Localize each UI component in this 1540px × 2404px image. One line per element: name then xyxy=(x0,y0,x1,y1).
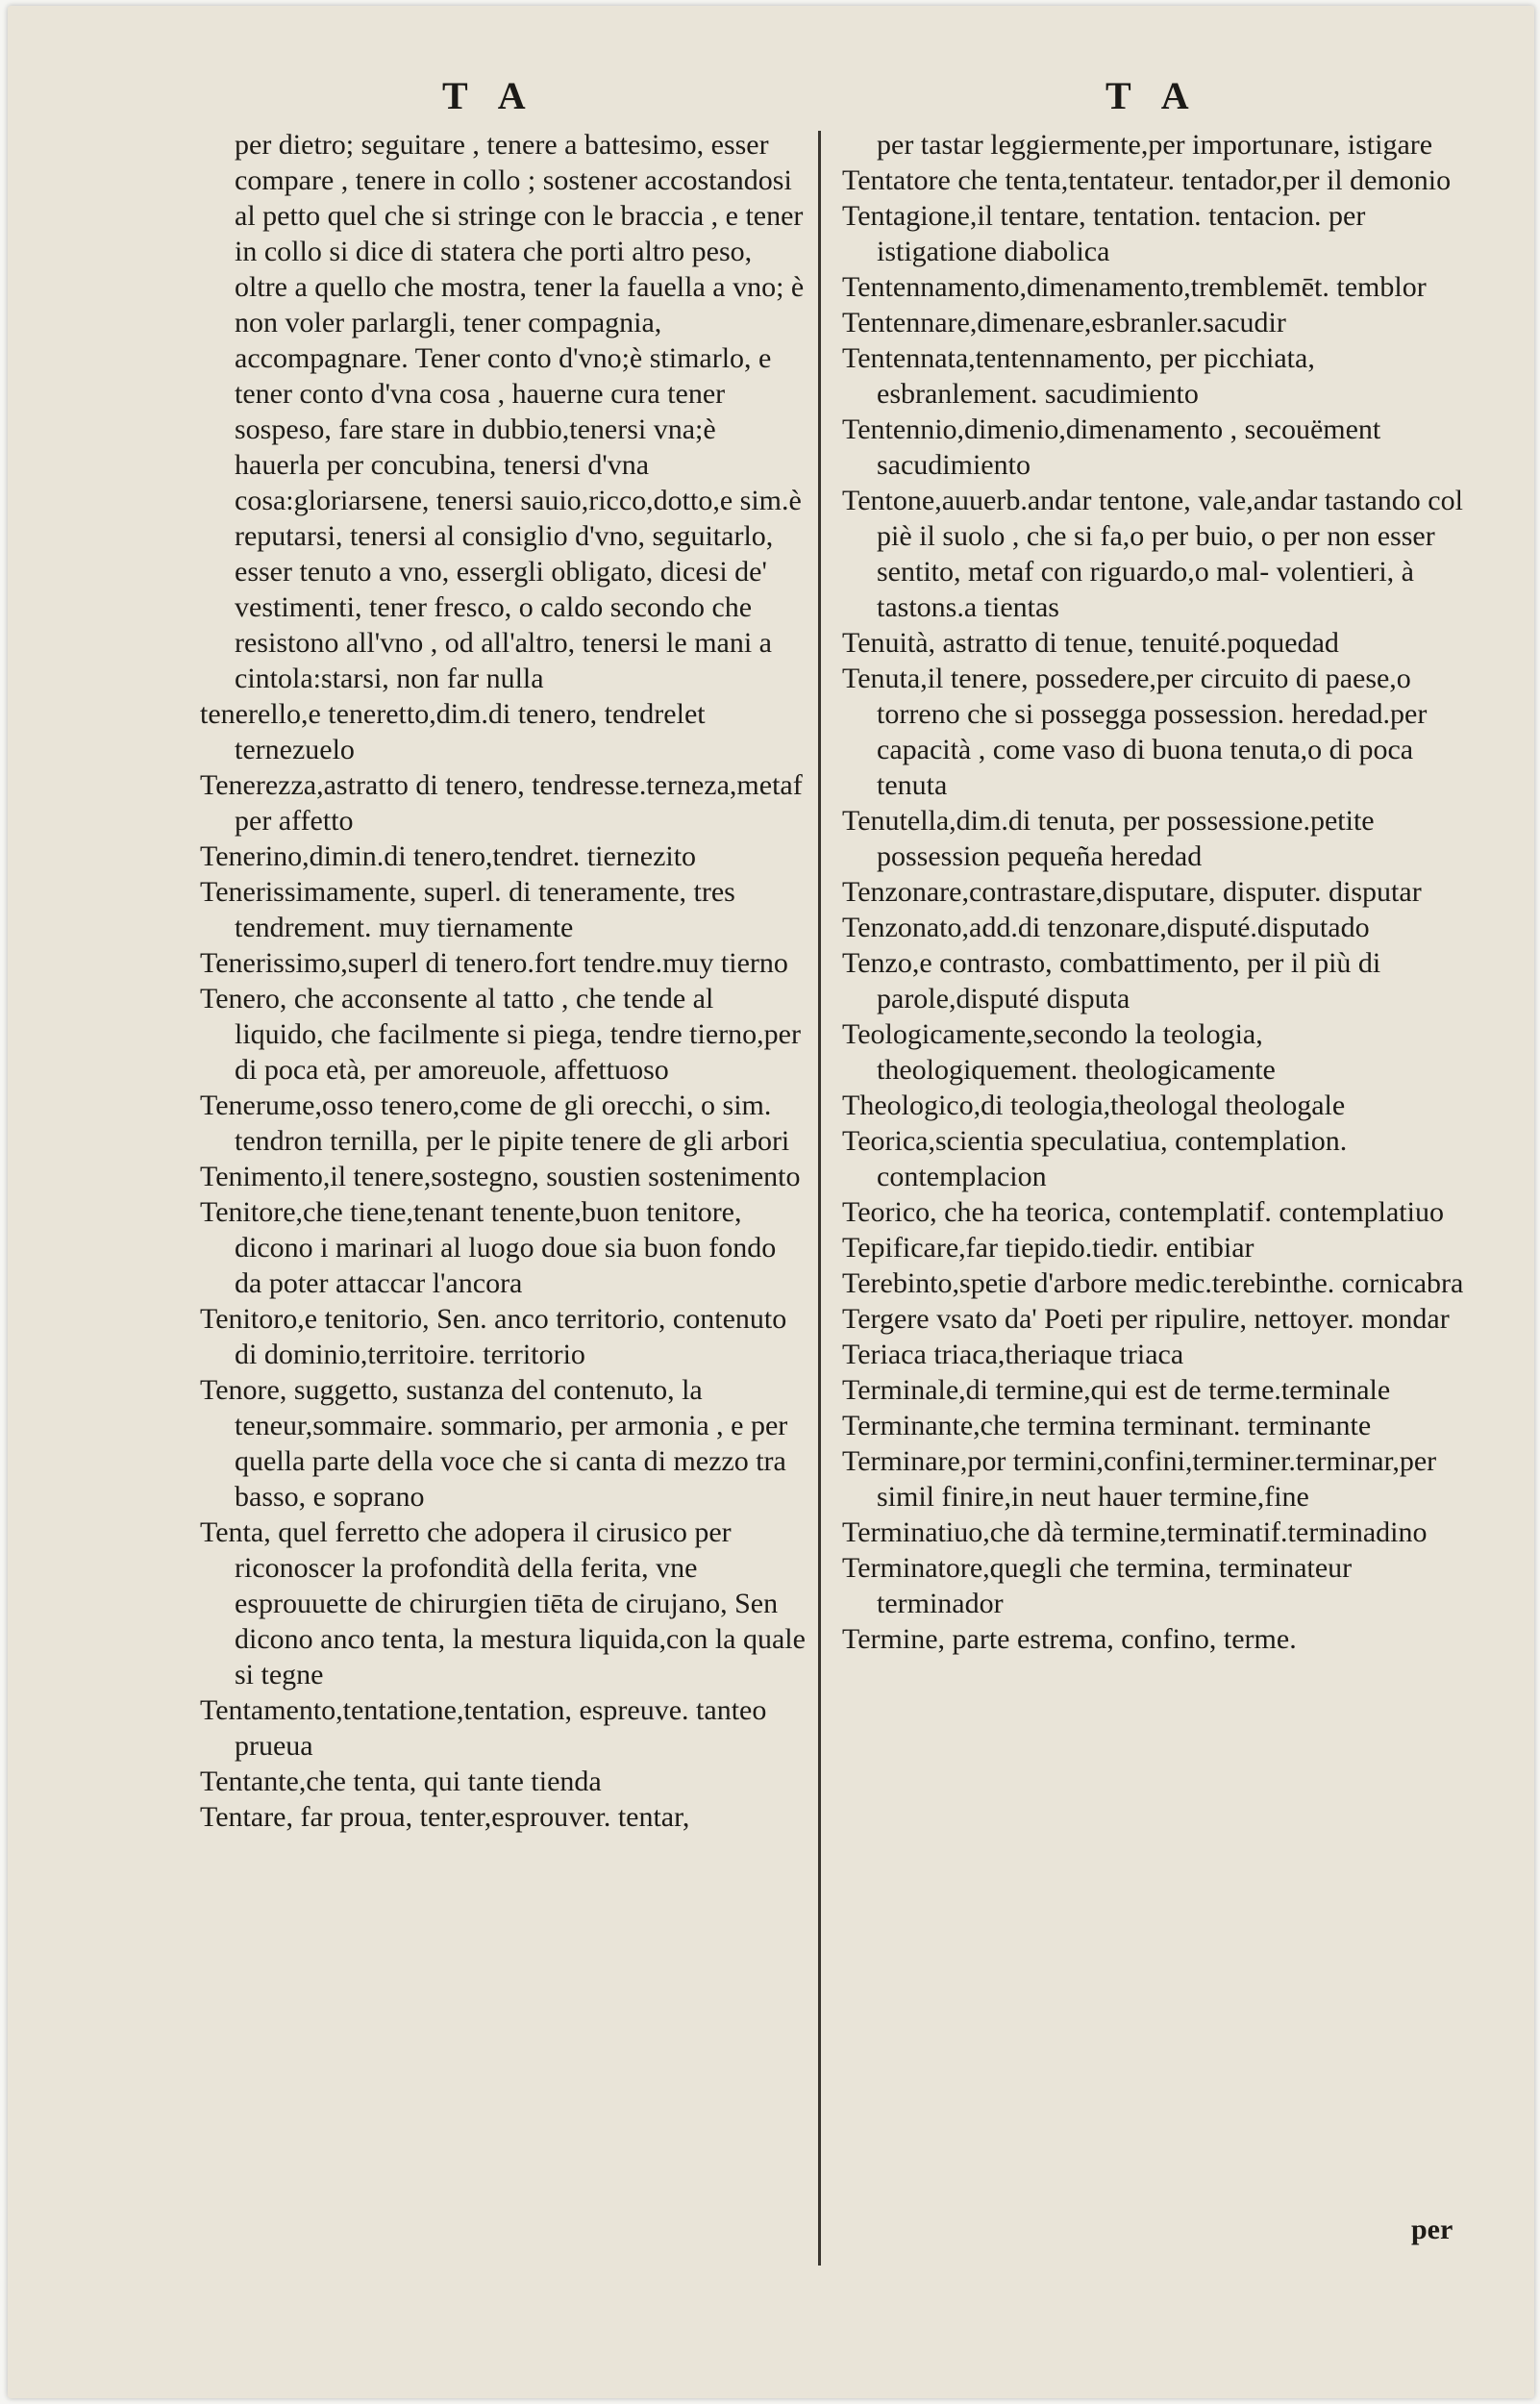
right-column xyxy=(842,127,1467,1657)
dictionary-entry: Terminale,di termine,qui est de terme.terminale xyxy=(842,1374,1391,1406)
running-header-left: T A xyxy=(442,74,537,117)
dictionary-entry: Tentennio,dimenio,dimenamento , secouëment sacudimiento xyxy=(842,413,1381,481)
dictionary-entry: Tentennata,tentennamento, per picchiata, esbranlement. sacudimiento xyxy=(842,342,1315,410)
dictionary-entry: Teorica,scientia speculatiua, contemplation. contemplacion xyxy=(842,1125,1348,1192)
left-column xyxy=(200,127,806,1835)
dictionary-entry: Tergere vsato da' Poeti per ripulire, nettoyer. mondar xyxy=(842,1303,1450,1335)
dictionary-entry: Tepificare,far tiepido.tiedir. entibiar xyxy=(842,1232,1254,1264)
dictionary-entry: Tentennare,dimenare,esbranler.sacudir xyxy=(842,307,1286,338)
dictionary-entry: Teorico, che ha teorica, contemplatif. contemplatiuo xyxy=(842,1196,1444,1228)
dictionary-entry: Tenerissimo,superl di tenero.fort tendre.muy tierno xyxy=(200,947,788,979)
dictionary-entry: Teriaca triaca,theriaque triaca xyxy=(842,1339,1184,1370)
dictionary-entry: Tenitore,che tiene,tenant tenente,buon tenitore, dicono i marinari al luogo doue sia buon fondo da poter attaccar l'ancora xyxy=(200,1196,777,1299)
dictionary-entry: Terminare,por termini,confini,terminer.terminar,per simil finire,in neut hauer termine,fine xyxy=(842,1445,1437,1513)
dictionary-entry: Tentagione,il tentare, tentation. tentacion. per istigatione diabolica xyxy=(842,200,1366,267)
dictionary-entry: Tenimento,il tenere,sostegno, soustien sostenimento xyxy=(200,1161,801,1192)
dictionary-entry: Tentare, far proua, tenter,esprouver. tentar, xyxy=(200,1801,690,1833)
dictionary-entry: Terminatiuo,che dà termine,terminatif.terminadino xyxy=(842,1516,1428,1548)
dictionary-entry: Tenzo,e contrasto, combattimento, per il più di parole,disputé disputa xyxy=(842,947,1381,1014)
column-divider xyxy=(818,131,821,2266)
dictionary-entry: Tentennamento,dimenamento,tremblemēt. temblor xyxy=(842,271,1427,303)
dictionary-entry: Tenerino,dimin.di tenero,tendret. tiernezito xyxy=(200,840,697,872)
dictionary-entry: Tenta, quel ferretto che adopera il cirusico per riconoscer la profondità della ferita, vne esprouuette de chirurgien tiēta de cirujano, Sen dicono anco tenta, la mestura liquida,con la quale si tegne xyxy=(200,1516,806,1690)
catchword: per xyxy=(1411,2214,1453,2245)
dictionary-entry: Theologico,di teologia,theologal theologale xyxy=(842,1089,1346,1121)
dictionary-entry: Tenuta,il tenere, possedere,per circuito di paese,o torreno che si possegga possession. heredad.per capacità , come vaso di buona tenuta,o di poca tenuta xyxy=(842,663,1428,801)
dictionary-entry: Tenuità, astratto di tenue, tenuité.poquedad xyxy=(842,627,1339,659)
dictionary-entry: Tenitoro,e tenitorio, Sen. anco territorio, contenuto di dominio,territoire. territorio xyxy=(200,1303,787,1370)
running-header-right: T A xyxy=(1105,74,1201,117)
dictionary-entry: Tenerume,osso tenero,come de gli orecchi, o sim. tendron ternilla, per le pipite tenere de gli arbori xyxy=(200,1089,790,1157)
dictionary-entry: Tenutella,dim.di tenuta, per possessione.petite possession pequeña heredad xyxy=(842,805,1375,872)
dictionary-entry: Tenero, che acconsente al tatto , che tende al liquido, che facilmente si piega, tendre tierno,per di poca età, per amoreuole, affettuoso xyxy=(200,983,801,1086)
dictionary-entry: Tenzonare,contrastare,disputare, disputer. disputar xyxy=(842,876,1422,908)
dictionary-entry: Tenzonato,add.di tenzonare,disputé.disputado xyxy=(842,912,1370,943)
dictionary-entry: per tastar leggiermente,per importunare, istigare xyxy=(877,129,1433,161)
dictionary-entry: Tenore, suggetto, sustanza del contenuto, la teneur,sommaire. sommario, per armonia , e per quella parte della voce che si canta di mezzo tra basso, e soprano xyxy=(200,1374,788,1513)
dictionary-entry: Termine, parte estrema, confino, terme. xyxy=(842,1623,1297,1655)
dictionary-entry: Tentone,auuerb.andar tentone, vale,andar tastando col piè il suolo , che si fa,o per buio, o per non esser sentito, metaf con riguardo,o mal- volentieri, à tastons.a tientas xyxy=(842,485,1463,623)
dictionary-entry: Tentatore che tenta,tentateur. tentador,per il demonio xyxy=(842,164,1452,196)
dictionary-entry: Tenerezza,astratto di tenero, tendresse.terneza,metaf per affetto xyxy=(200,769,803,837)
dictionary-entry: Terebinto,spetie d'arbore medic.terebinthe. cornicabra xyxy=(842,1267,1464,1299)
dictionary-entry: per dietro; seguitare , tenere a battesimo, esser compare , tenere in collo ; sostener accostandosi al petto quel che si stringe con le braccia , e tener in collo si dice di statera che porti altro peso, oltre a quello che mostra, tener la fauella a vno; è non voler parlargli, tener compagnia, accompagnare. Tener conto d'vno;è stimarlo, e tener conto d'vna cosa , hauerne cura tener sospeso, fare stare in dubbio,tenersi vna;è hauerla per concubina, tenersi d'vna cosa:gloriarsene, tenersi sauio,ricco,dotto,e sim.è reputarsi, tenersi al consiglio d'vno, seguitarlo, esser tenuto a vno, essergli obligato, dicesi de' vestimenti, tener fresco, o caldo secondo che resistono all'vno , od all'altro, tenersi le mani a cintola:starsi, non far nulla xyxy=(235,129,805,694)
dictionary-entry: tenerello,e teneretto,dim.di tenero, tendrelet ternezuelo xyxy=(200,698,706,765)
dictionary-page xyxy=(8,6,1534,2398)
dictionary-entry: Tentante,che tenta, qui tante tienda xyxy=(200,1765,602,1797)
dictionary-entry: Tenerissimamente, superl. di teneramente, tres tendrement. muy tiernamente xyxy=(200,876,735,943)
dictionary-entry: Terminatore,quegli che termina, terminateur terminador xyxy=(842,1552,1353,1619)
dictionary-entry: Tentamento,tentatione,tentation, espreuve. tanteo prueua xyxy=(200,1694,767,1762)
dictionary-entry: Teologicamente,secondo la teologia, theologiquement. theologicamente xyxy=(842,1018,1276,1086)
dictionary-entry: Terminante,che termina terminant. terminante xyxy=(842,1410,1372,1441)
